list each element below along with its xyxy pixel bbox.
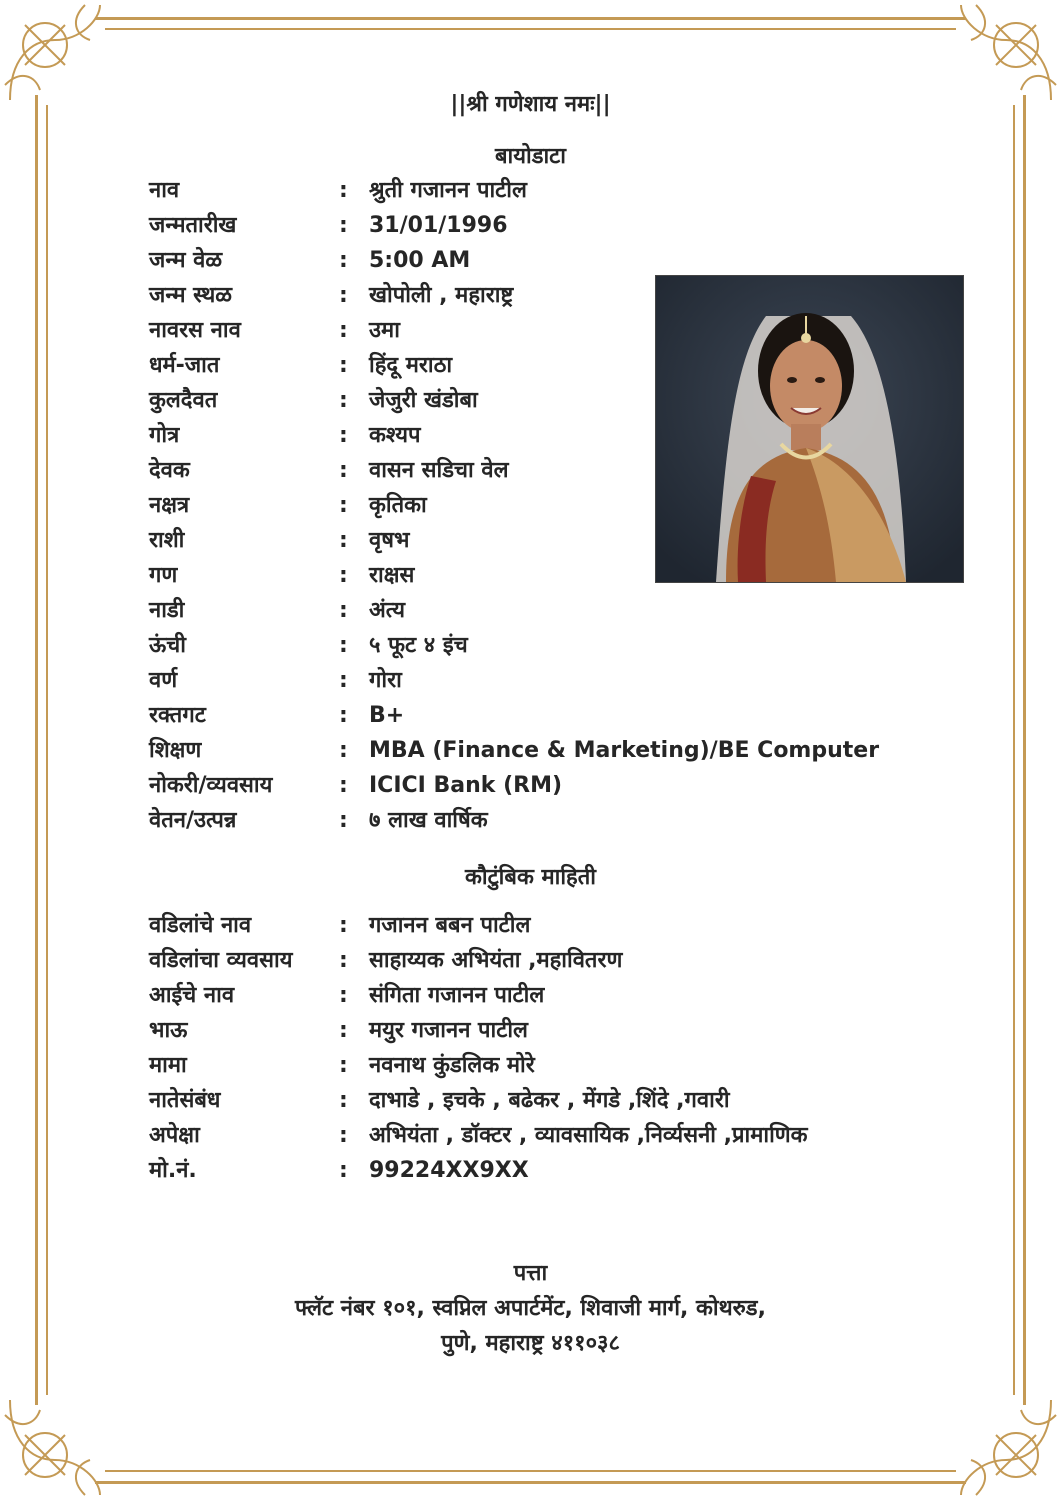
family-label: वडिलांचे नाव <box>149 913 252 938</box>
detail-colon: : <box>339 703 348 728</box>
family-value: नवनाथ कुंडलिक मोरे <box>369 1053 535 1078</box>
detail-value: ५ फूट ४ इंच <box>369 633 468 658</box>
family-value: मयुर गजानन पाटील <box>369 1018 528 1043</box>
detail-colon: : <box>339 598 348 623</box>
detail-value: श्रुती गजानन पाटील <box>369 178 527 203</box>
detail-colon: : <box>339 493 348 518</box>
family-colon: : <box>339 1088 348 1113</box>
detail-value: वासन सडिचा वेल <box>369 458 509 483</box>
family-value: साहाय्यक अभियंता ,महावितरण <box>369 948 623 973</box>
border-right-line-inner <box>1013 105 1015 1395</box>
detail-value: गोरा <box>369 668 402 693</box>
detail-label: जन्म स्थळ <box>149 283 233 308</box>
detail-value: खोपोली , महाराष्ट्र <box>369 283 514 308</box>
detail-value: उमा <box>369 318 400 343</box>
detail-colon: : <box>339 633 348 658</box>
detail-colon: : <box>339 738 348 763</box>
family-colon: : <box>339 948 348 973</box>
detail-colon: : <box>339 423 348 448</box>
detail-value: जेजुरी खंडोबा <box>369 388 478 413</box>
family-label: नातेसंबंध <box>149 1088 221 1113</box>
detail-colon: : <box>339 808 348 833</box>
detail-label: नावरस नाव <box>149 318 241 343</box>
detail-label: शिक्षण <box>149 738 202 763</box>
detail-label: नोकरी/व्यवसाय <box>149 773 273 798</box>
border-bottom-line-outer <box>95 1481 966 1484</box>
detail-label: गण <box>149 563 178 588</box>
detail-colon: : <box>339 528 348 553</box>
detail-colon: : <box>339 353 348 378</box>
detail-colon: : <box>339 178 348 203</box>
biodata-title: बायोडाटा <box>495 144 566 169</box>
border-left-line-inner <box>46 105 48 1395</box>
family-colon: : <box>339 1123 348 1148</box>
profile-photo <box>656 276 963 582</box>
detail-colon: : <box>339 388 348 413</box>
detail-label: नाडी <box>149 598 185 623</box>
family-label: भाऊ <box>149 1018 188 1043</box>
detail-colon: : <box>339 458 348 483</box>
detail-label: वेतन/उत्पन्न <box>149 808 237 833</box>
family-label: आईचे नाव <box>149 983 235 1008</box>
border-top-line-inner <box>105 28 956 30</box>
detail-label: नाव <box>149 178 180 203</box>
detail-value: कृतिका <box>369 493 427 518</box>
family-colon: : <box>339 1053 348 1078</box>
border-top-line-outer <box>95 17 966 20</box>
detail-value: MBA (Finance & Marketing)/BE Computer <box>369 738 880 763</box>
address-line-2: पुणे, महाराष्ट्र ४११०३८ <box>441 1331 620 1356</box>
detail-colon: : <box>339 248 348 273</box>
detail-label: धर्म-जात <box>149 353 220 378</box>
corner-ornament-bottom-left <box>0 1390 110 1500</box>
detail-label: गोत्र <box>149 423 180 448</box>
detail-colon: : <box>339 668 348 693</box>
detail-colon: : <box>339 563 348 588</box>
address-line-1: फ्लॅट नंबर १०१, स्वप्निल अपार्टमेंट, शिवाजी मार्ग, कोथरुड, <box>295 1296 766 1321</box>
detail-value: 5:00 AM <box>369 248 471 273</box>
bride-portrait-image <box>656 276 963 582</box>
detail-label: ऊंची <box>149 633 186 658</box>
family-value: 99224XX9XX <box>369 1158 529 1183</box>
family-label: मामा <box>149 1053 187 1078</box>
border-right-line-outer <box>1023 95 1026 1405</box>
detail-value: ICICI Bank (RM) <box>369 773 563 798</box>
detail-label: कुलदैवत <box>149 388 218 413</box>
detail-label: नक्षत्र <box>149 493 190 518</box>
family-value: दाभाडे , इचके , बढेकर , मेंगडे ,शिंदे ,गवारी <box>369 1088 730 1113</box>
detail-label: राशी <box>149 528 185 553</box>
detail-value: 31/01/1996 <box>369 213 508 238</box>
detail-value: ७ लाख वार्षिक <box>369 808 488 833</box>
family-label: मो.नं. <box>149 1158 197 1183</box>
border-left-line-outer <box>35 95 38 1405</box>
detail-colon: : <box>339 283 348 308</box>
detail-label: देवक <box>149 458 190 483</box>
invocation-heading: ||श्री गणेशाय नमः|| <box>450 92 611 117</box>
family-value: अभियंता , डॉक्टर , व्यावसायिक ,निर्व्यसनी ,प्रामाणिक <box>369 1123 808 1148</box>
family-colon: : <box>339 913 348 938</box>
address-title: पत्ता <box>513 1261 548 1286</box>
family-value: संगिता गजानन पाटील <box>369 983 545 1008</box>
detail-label: जन्मतारीख <box>149 213 237 238</box>
detail-value: अंत्य <box>369 598 405 623</box>
detail-colon: : <box>339 318 348 343</box>
family-label: वडिलांचा व्यवसाय <box>149 948 293 973</box>
family-info-title: कौटुंबिक माहिती <box>465 865 596 890</box>
detail-value: B+ <box>369 703 405 728</box>
detail-label: जन्म वेळ <box>149 248 223 273</box>
border-bottom-line-inner <box>105 1470 956 1472</box>
detail-value: वृषभ <box>369 528 410 553</box>
family-colon: : <box>339 1018 348 1043</box>
detail-colon: : <box>339 773 348 798</box>
detail-colon: : <box>339 213 348 238</box>
family-value: गजानन बबन पाटील <box>369 913 531 938</box>
detail-value: कश्यप <box>369 423 421 448</box>
family-colon: : <box>339 983 348 1008</box>
family-label: अपेक्षा <box>149 1123 200 1148</box>
detail-value: हिंदू मराठा <box>369 353 453 378</box>
family-colon: : <box>339 1158 348 1183</box>
detail-label: रक्तगट <box>149 703 206 728</box>
detail-label: वर्ण <box>149 668 178 693</box>
corner-ornament-bottom-right <box>951 1390 1061 1500</box>
detail-value: राक्षस <box>369 563 415 588</box>
